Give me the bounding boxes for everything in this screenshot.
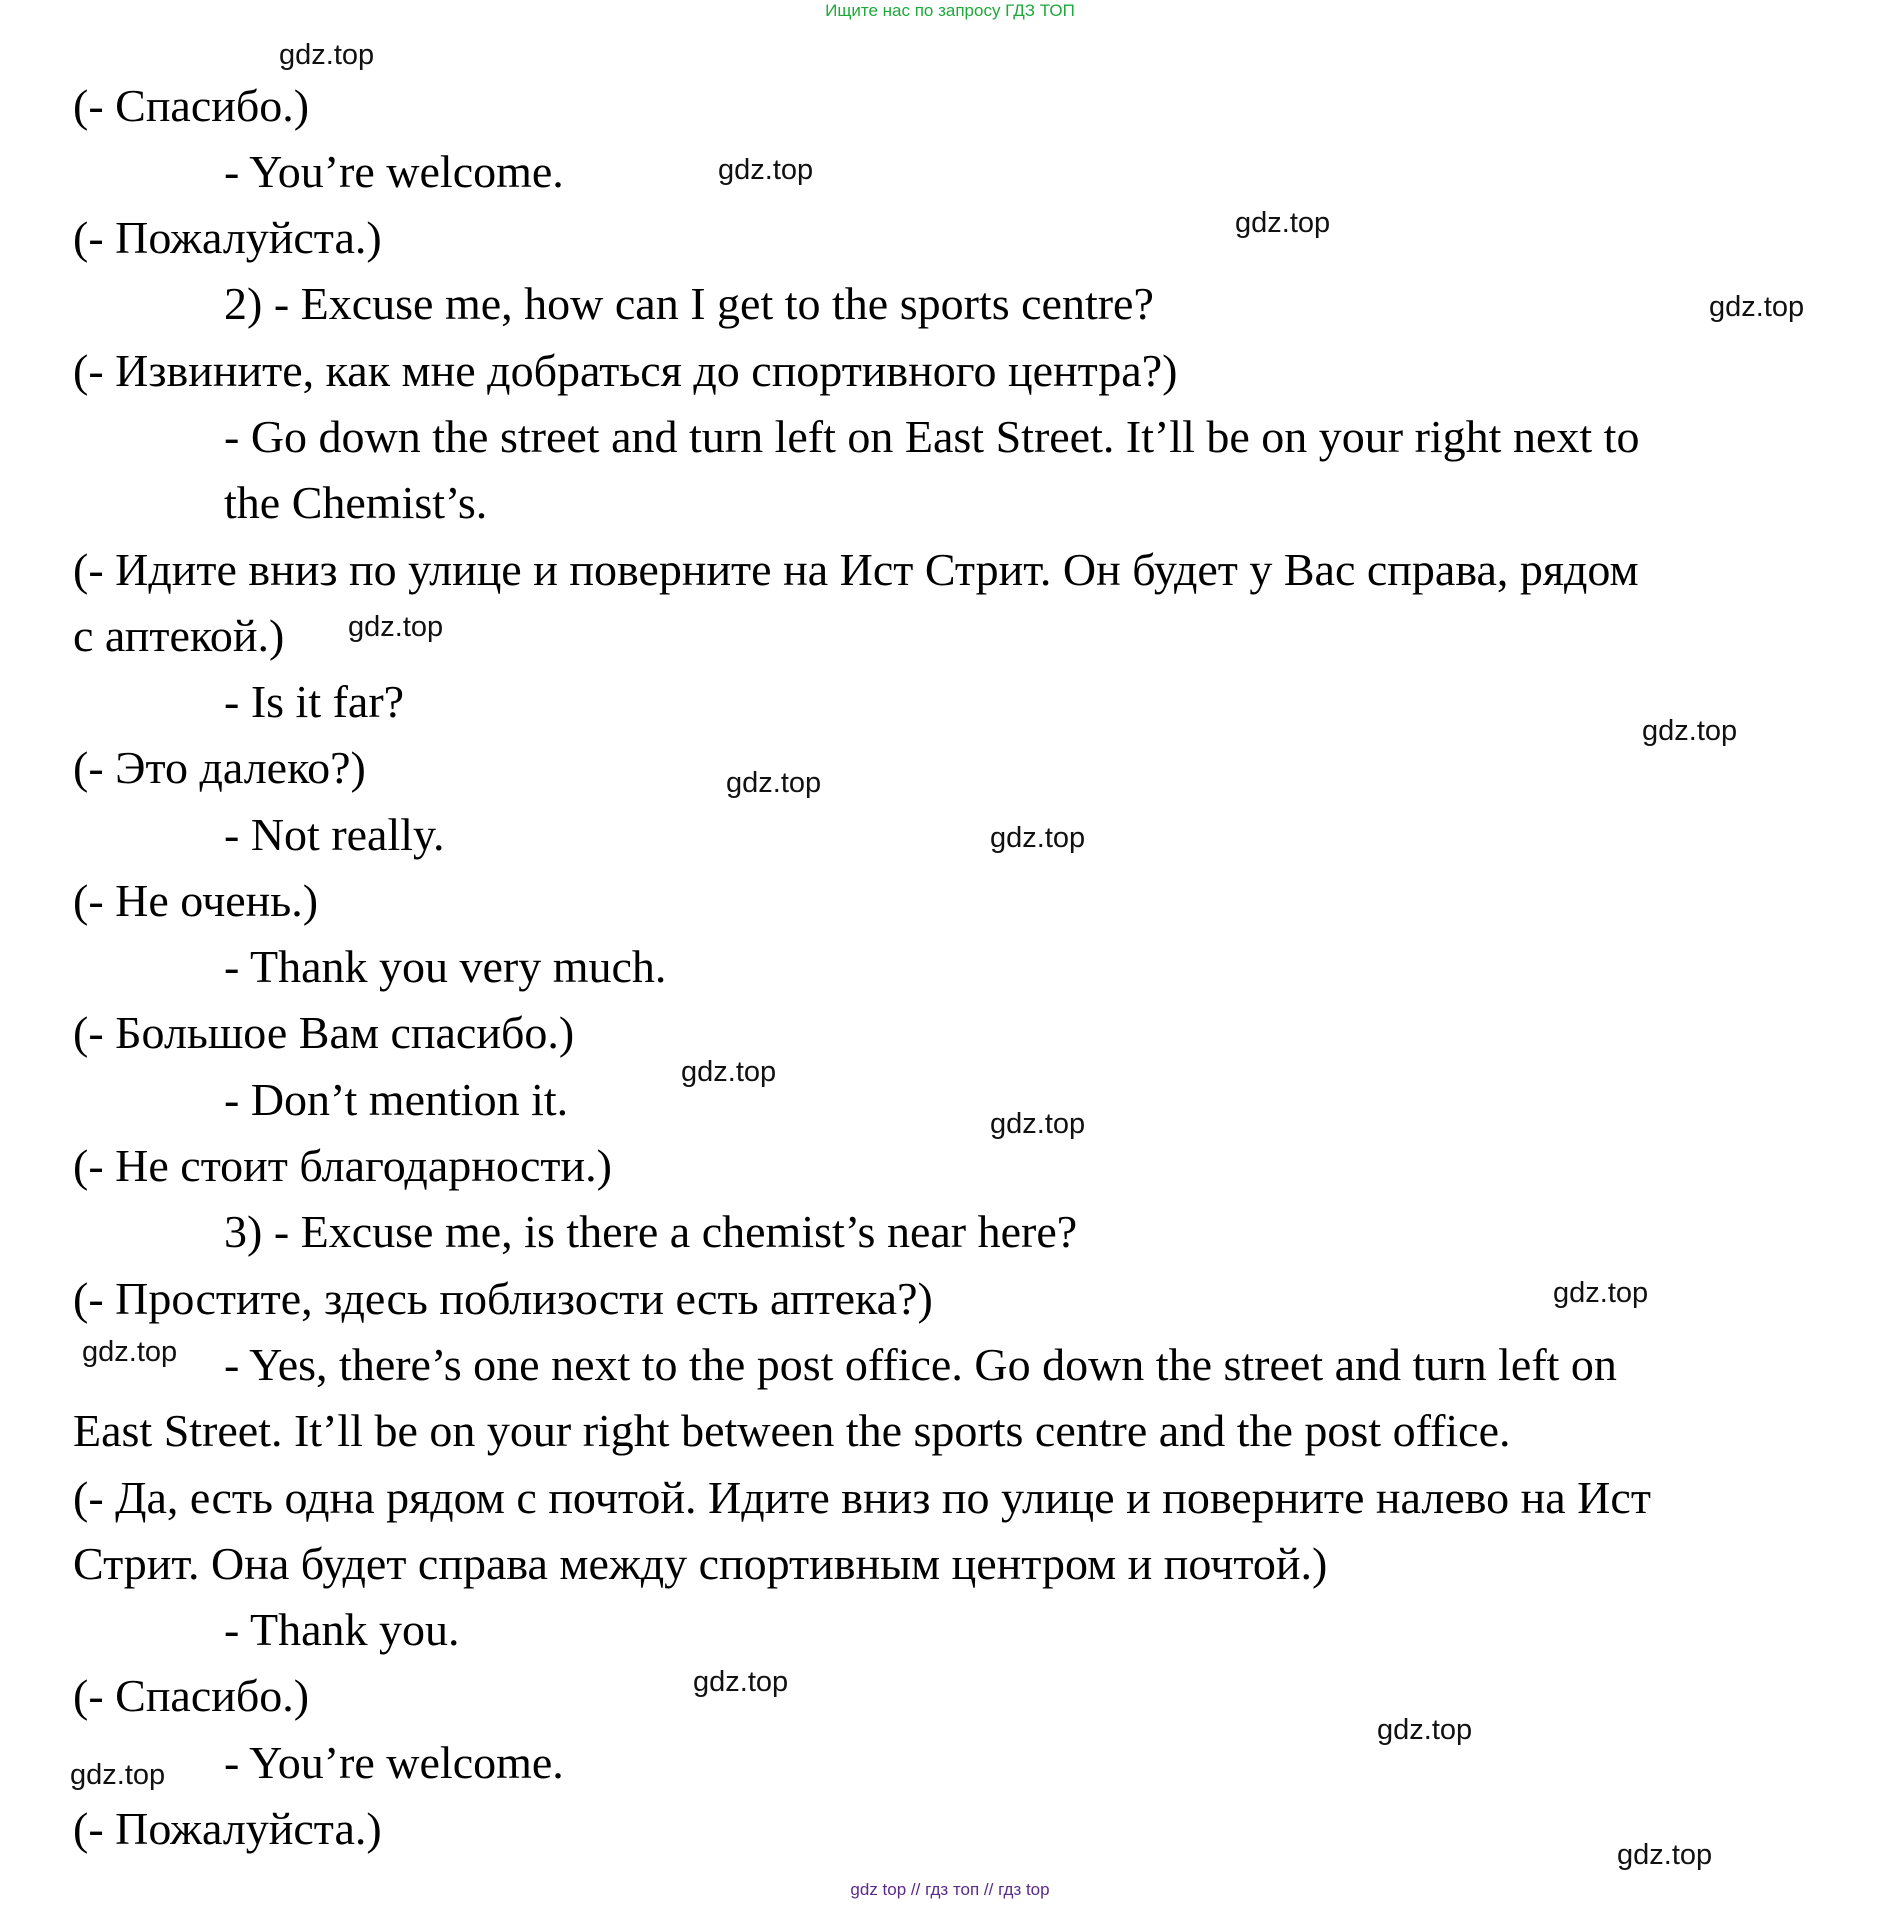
watermark: gdz.top — [70, 1759, 166, 1791]
translation-line: с аптекой.) — [73, 610, 285, 661]
translation-line: (- Да, есть одна рядом с почтой. Идите вниз по улице и поверните налево на Ист — [73, 1472, 1651, 1523]
translation-line: (- Большое Вам спасибо.) — [73, 1007, 575, 1058]
translation-line: (- Не стоит благодарности.) — [73, 1140, 612, 1191]
dialogue-line: - Not really. — [224, 809, 445, 860]
dialogue-line: - Don’t mention it. — [224, 1074, 569, 1125]
watermark: gdz.top — [990, 822, 1086, 854]
dialogue-line: - Thank you very much. — [224, 941, 667, 992]
translation-line: Стрит. Она будет справа между спортивным центром и почтой.) — [73, 1538, 1328, 1589]
watermark: gdz.top — [82, 1336, 178, 1368]
watermark: gdz.top — [726, 767, 822, 799]
dialogue-line: - Is it far? — [224, 676, 405, 727]
translation-line: (- Спасибо.) — [73, 1670, 310, 1721]
translation-line: (- Извините, как мне добраться до спортивного центра?) — [73, 345, 1178, 396]
watermark: gdz.top — [1617, 1839, 1713, 1871]
dialogue-line: 2) - Excuse me, how can I get to the sports centre? — [224, 278, 1154, 329]
watermark: gdz.top — [1235, 207, 1331, 239]
dialogue-line: 3) - Excuse me, is there a chemist’s near here? — [224, 1206, 1078, 1257]
translation-line: (- Это далеко?) — [73, 742, 366, 793]
dialogue-line: - You’re welcome. — [224, 146, 564, 197]
dialogue-line: - Yes, there’s one next to the post office. Go down the street and turn left on — [224, 1339, 1617, 1390]
dialogue-line: the Chemist’s. — [224, 477, 488, 528]
watermark: gdz.top — [348, 611, 444, 643]
dialogue-line: - Thank you. — [224, 1604, 460, 1655]
search-hint-banner: Ищите нас по запросу ГДЗ ТОП — [825, 1, 1075, 20]
watermark: gdz.top — [681, 1056, 777, 1088]
dialogue-line: - Go down the street and turn left on East Street. It’ll be on your right next to — [224, 411, 1640, 462]
watermark: gdz.top — [1377, 1714, 1473, 1746]
dialogue-line: East Street. It’ll be on your right between the sports centre and the post office. — [73, 1405, 1511, 1456]
watermark: gdz.top — [693, 1666, 789, 1698]
translation-line: (- Спасибо.) — [73, 80, 310, 131]
translation-line: (- Простите, здесь поблизости есть аптека?) — [73, 1273, 933, 1324]
watermark: gdz.top — [1709, 291, 1805, 323]
translation-line: (- Идите вниз по улице и поверните на Ист Стрит. Он будет у Вас справа, рядом — [73, 544, 1639, 595]
watermark: gdz.top — [1553, 1277, 1649, 1309]
watermark: gdz.top — [990, 1108, 1086, 1140]
translation-line: (- Пожалуйста.) — [73, 1803, 382, 1854]
translation-line: (- Пожалуйста.) — [73, 212, 382, 263]
watermark: gdz.top — [718, 154, 814, 186]
watermark: gdz.top — [279, 39, 375, 71]
dialogue-line: - You’re welcome. — [224, 1737, 564, 1788]
translation-line: (- Не очень.) — [73, 875, 319, 926]
footer-watermark: gdz top // гдз топ // гдз top — [850, 1880, 1050, 1899]
watermark: gdz.top — [1642, 715, 1738, 747]
